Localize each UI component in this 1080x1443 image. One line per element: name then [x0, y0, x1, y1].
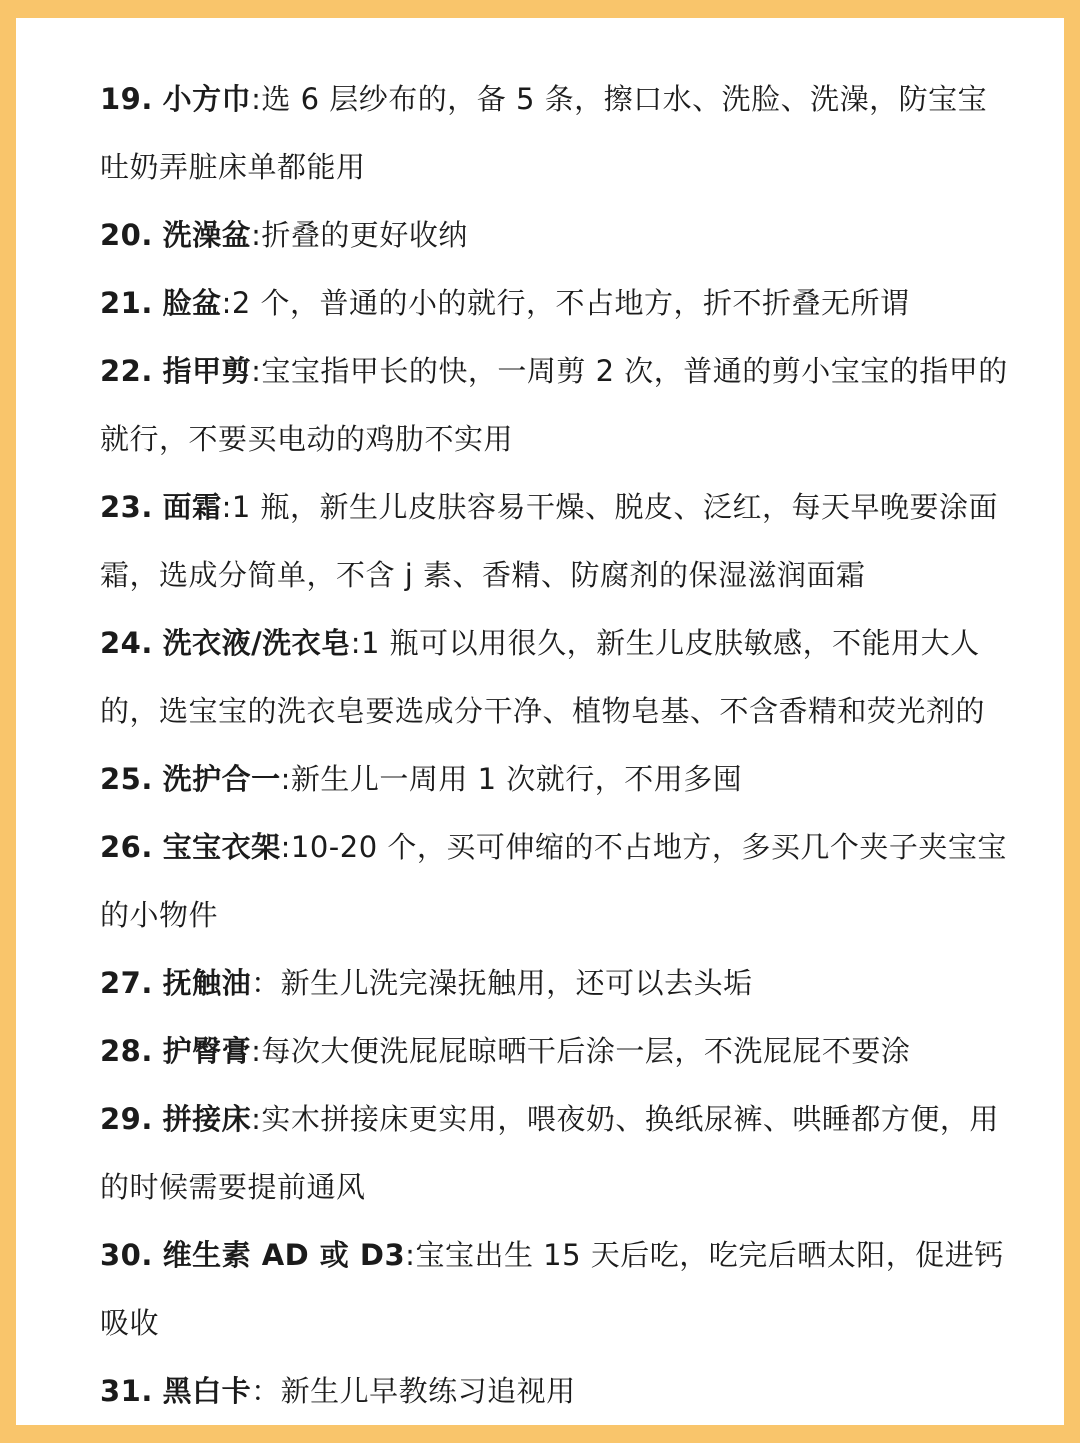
item-description: 折叠的更好收纳 [261, 218, 468, 252]
item-separator: : [251, 1034, 262, 1068]
item-separator: : [280, 830, 291, 864]
item-separator: : [405, 1238, 416, 1272]
item-separator: : [221, 286, 232, 320]
item-title: 拼接床 [162, 1102, 252, 1136]
item-title: 维生素 AD 或 D3 [162, 1238, 406, 1272]
item-separator: ： [251, 1374, 281, 1408]
item-separator: : [251, 218, 262, 252]
list-item [100, 949, 1010, 1017]
item-number: 21. [100, 286, 153, 320]
list-item [100, 1221, 1010, 1357]
item-title: 黑白卡 [162, 1374, 252, 1408]
list-item [100, 1017, 1010, 1085]
item-title: 面霜 [162, 490, 222, 524]
item-description: 10-20 个，买可伸缩的不占地方，多买几个夹子夹宝宝的小物件 [100, 830, 1007, 932]
item-description: 新生儿早教练习追视用 [280, 1374, 576, 1408]
item-description: 每次大便洗屁屁晾晒干后涂一层，不洗屁屁不要涂 [261, 1034, 911, 1068]
item-description: 宝宝出生 15 天后吃，吃完后晒太阳，促进钙吸收 [100, 1238, 1004, 1340]
item-title: 宝宝衣架 [162, 830, 281, 864]
item-title: 护臀膏 [162, 1034, 252, 1068]
item-separator: : [280, 762, 291, 796]
item-number: 31. [100, 1374, 153, 1408]
item-number: 28. [100, 1034, 153, 1068]
item-title: 洗衣液/洗衣皂 [162, 626, 351, 660]
item-title: 洗护合一 [162, 762, 281, 796]
item-title: 抚触油 [162, 966, 252, 1000]
list-item [100, 813, 1010, 949]
item-description: 实木拼接床更实用，喂夜奶、换纸尿裤、哄睡都方便，用的时候需要提前通风 [100, 1102, 999, 1204]
item-description: 选 6 层纱布的，备 5 条，擦口水、洗脸、洗澡，防宝宝吐奶弄脏床单都能用 [100, 82, 988, 184]
list-item [100, 1357, 1010, 1425]
item-description: 宝宝指甲长的快，一周剪 2 次，普通的剪小宝宝的指甲的就行，不要买电动的鸡肋不实用 [100, 354, 1008, 456]
item-number: 29. [100, 1102, 153, 1136]
content-card [16, 18, 1064, 1425]
item-description: 1 瓶，新生儿皮肤容易干燥、脱皮、泛红，每天早晚要涂面霜，选成分简单，不含 j 素、香精、防腐剂的保湿滋润面霜 [100, 490, 999, 592]
list-item [100, 201, 1010, 269]
list-item [100, 337, 1010, 473]
item-title: 脸盆 [162, 286, 222, 320]
list-item [100, 65, 1010, 201]
item-number: 24. [100, 626, 153, 660]
list-item [100, 473, 1010, 609]
item-number: 20. [100, 218, 153, 252]
list-item [100, 1085, 1010, 1221]
item-number: 27. [100, 966, 153, 1000]
list-item [100, 269, 1010, 337]
item-separator: : [251, 82, 262, 116]
item-number: 26. [100, 830, 153, 864]
item-description: 新生儿洗完澡抚触用，还可以去头垢 [280, 966, 753, 1000]
item-list [100, 65, 1010, 1425]
item-separator: : [221, 490, 232, 524]
item-number: 19. [100, 82, 153, 116]
item-separator: : [251, 1102, 262, 1136]
item-separator: ： [251, 966, 281, 1000]
item-number: 23. [100, 490, 153, 524]
item-title: 小方巾 [162, 82, 252, 116]
item-number: 22. [100, 354, 153, 388]
item-description: 1 瓶可以用很久，新生儿皮肤敏感，不能用大人的，选宝宝的洗衣皂要选成分干净、植物皂基、不含香精和荧光剂的 [100, 626, 986, 728]
item-description: 新生儿一周用 1 次就行，不用多囤 [290, 762, 743, 796]
item-title: 指甲剪 [162, 354, 252, 388]
list-item [100, 609, 1010, 745]
item-title: 洗澡盆 [162, 218, 252, 252]
item-separator: : [251, 354, 262, 388]
item-number: 25. [100, 762, 153, 796]
item-separator: : [350, 626, 361, 660]
item-description: 2 个，普通的小的就行，不占地方，折不折叠无所谓 [231, 286, 910, 320]
list-item [100, 745, 1010, 813]
item-number: 30. [100, 1238, 153, 1272]
